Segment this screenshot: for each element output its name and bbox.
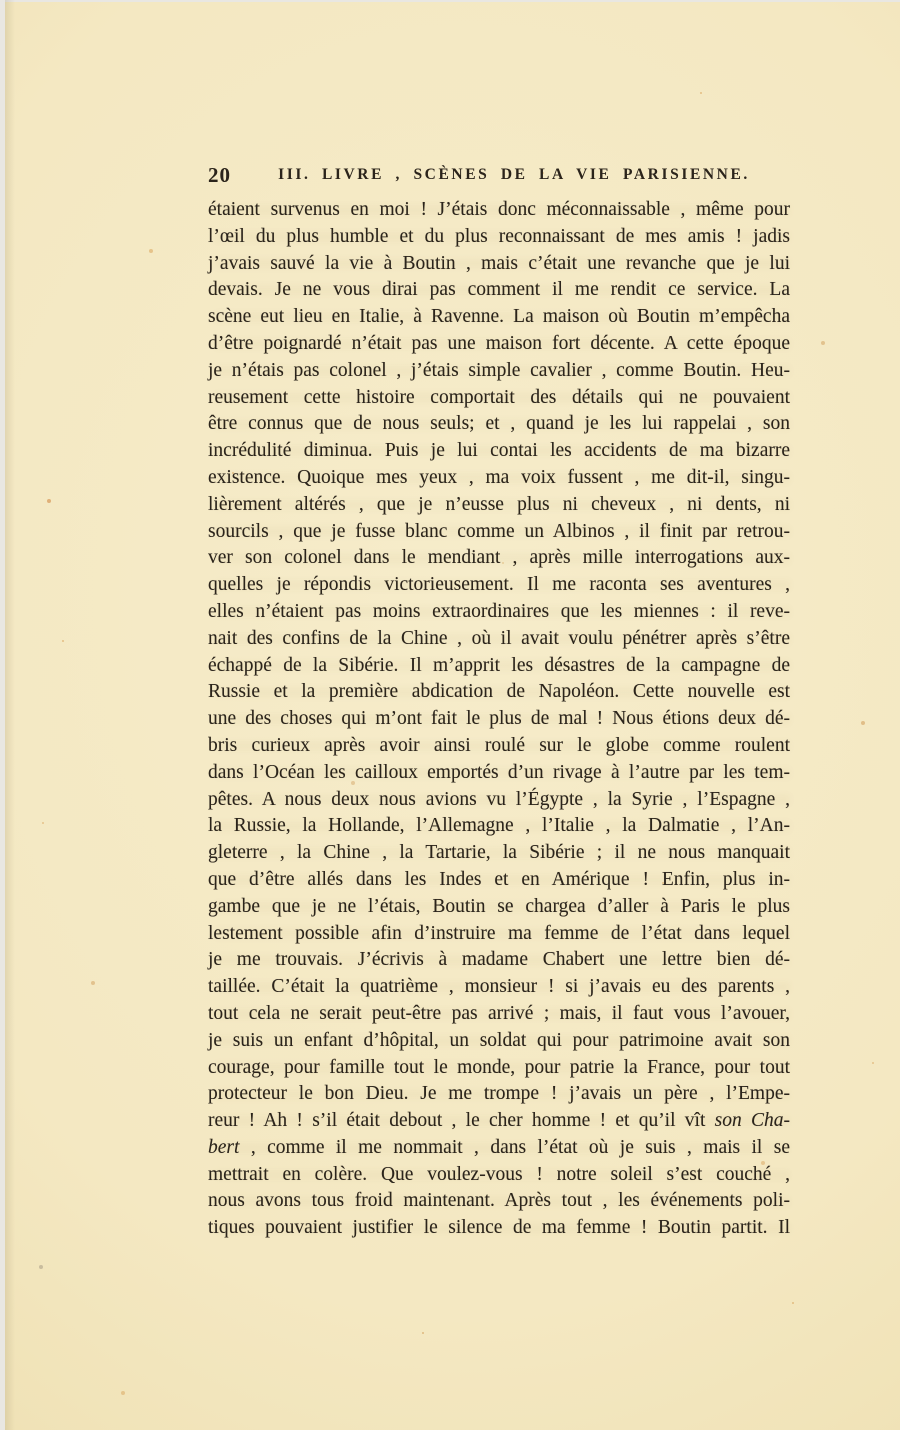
text-line: reur ! Ah ! s’il était debout , le cher homme ! et qu’il vît son Cha- [208,1110,790,1132]
text-line: protecteur le bon Dieu. Je me trompe ! j’avais un père , l’Empe- [208,1083,790,1105]
text-line: être connus que de nous seuls; et , quand je les lui rappelai , son [208,413,790,435]
text-line: gleterre , la Chine , la Tartarie, la Sibérie ; il ne nous manquait [208,842,790,864]
text-line: devais. Je ne vous dirai pas comment il me rendit ce service. La [208,279,790,301]
text-line: elles n’étaient pas moins extraordinaires que les miennes : il reve- [208,600,790,622]
scan-edge-top [0,0,900,2]
text-line: sourcils , que je fusse blanc comme un Albinos , il finit par retrou- [208,520,790,542]
text-line: j’avais sauvé la vie à Boutin , mais c’était une revanche que je lui [208,252,790,274]
page-header [208,163,790,187]
text-line: je me trouvais. J’écrivis à madame Chabert une lettre bien dé- [208,949,790,971]
text-line: bris curieux après avoir ainsi roulé sur le globe comme roulent [208,734,790,756]
text-line: lestement possible afin d’instruire ma femme de l’état dans lequel [208,922,790,944]
text-line: bert , comme il me nommait , dans l’état où je suis , mais il se [208,1136,790,1158]
text-line: taillée. C’était la quatrième , monsieur ! si j’avais eu des parents , [208,976,790,998]
text-line: lièrement altérés , que je n’eusse plus ni cheveux , ni dents, ni [208,493,790,515]
text-line: que d’être allés dans les Indes et en Amérique ! Enfin, plus in- [208,868,790,890]
text-line: nait des confins de la Chine , où il avait voulu pénétrer après s’être [208,627,790,649]
text-line: courage, pour famille tout le monde, pour patrie la France, pour tout [208,1056,790,1078]
text-line: scène eut lieu en Italie, à Ravenne. La maison où Boutin m’empêcha [208,306,790,328]
text-line: la Russie, la Hollande, l’Allemagne , l’Italie , la Dalmatie , l’An- [208,815,790,837]
text-line: je suis un enfant d’hôpital, un soldat qui pour patrimoine avait son [208,1029,790,1051]
text-line: incrédulité diminua. Puis je lui contai les accidents de ma bizarre [208,440,790,462]
page-number: 20 [208,163,231,187]
text-line: reusement cette histoire comportait des détails qui ne pouvaient [208,386,790,408]
text-line: étaient survenus en moi ! J’étais donc méconnaissable , même pour [208,199,790,220]
text-line: tiques pouvaient justifier le silence de ma femme ! Boutin partit. Il [208,1217,790,1239]
text-line: une des choses qui m’ont fait le plus de mal ! Nous étions deux dé- [208,708,790,730]
text-line: existence. Quoique mes yeux , ma voix fussent , me dit-il, singu- [208,466,790,488]
text-line: dans l’Océan les cailloux emportés d’un rivage à l’autre par les tem- [208,761,790,783]
text-line: nous avons tous froid maintenant. Après tout , les événements poli- [208,1190,790,1212]
text-line: pêtes. A nous deux nous avions vu l’Égypte , la Syrie , l’Espagne , [208,788,790,810]
text-line: Russie et la première abdication de Napoléon. Cette nouvelle est [208,681,790,703]
text-line: je n’étais pas colonel , j’étais simple cavalier , comme Boutin. Heu- [208,359,790,381]
running-title: III. LIVRE , SCÈNES DE LA VIE PARISIENNE. [278,166,750,183]
text-line: mettrait en colère. Que voulez-vous ! notre soleil s’est couché , [208,1163,790,1185]
text-line: ver son colonel dans le mendiant , après mille interrogations aux- [208,547,790,569]
text-line: d’être poignardé n’était pas une maison fort décente. A cette époque [208,332,790,354]
text-line: échappé de la Sibérie. Il m’apprit les désastres de la campagne de [208,654,790,676]
text-line: gambe que je ne l’étais, Boutin se chargea d’aller à Paris le plus [208,895,790,917]
body-text [208,197,790,1242]
text-line: l’œil du plus humble et du plus reconnaissant de mes amis ! jadis [208,225,790,247]
paper-speckles [0,0,2,2]
text-line: quelles je répondis victorieusement. Il me raconta ses aventures , [208,574,790,596]
page-gutter-shade [5,0,15,1430]
text-line: tout cela ne serait peut-être pas arrivé ; mais, il faut vous l’avouer, [208,1002,790,1024]
